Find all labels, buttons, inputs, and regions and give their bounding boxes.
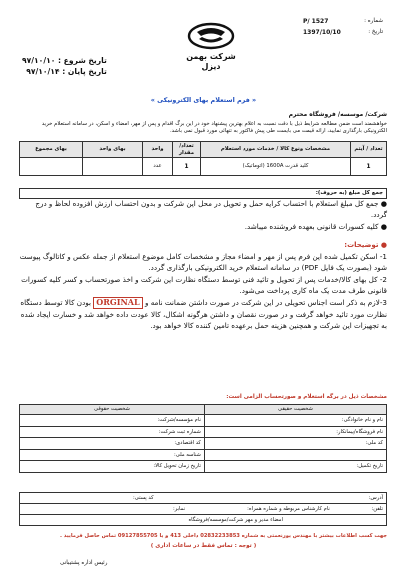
contact-info: جهت کسب اطلاعات بیشتر با مهندس یورنعمتی به شماره 02832233853 داخلی 413 و یا 09127855705 تماس حاصل فرمایید . <box>60 533 387 539</box>
table-row <box>20 449 387 461</box>
contact-person-label: نام کارشناس مربوطه و شماره همراه: <box>247 505 330 512</box>
condition-item: ● کلیه کسورات قانونی بعهده فروشنده میباشد. <box>244 222 387 232</box>
items-table-wrap <box>19 141 387 176</box>
field-delivery-date[interactable]: تاریخ زمان تحویل کالا: <box>20 461 205 473</box>
signature-title: رئیس اداره پشتیبانی <box>60 560 108 566</box>
col-qty: تعداد/ مقدار <box>173 142 201 158</box>
items-table <box>19 141 387 176</box>
table-row <box>20 515 387 526</box>
table-row <box>20 158 387 176</box>
field-company-name[interactable]: نام مؤسسه/شرکت: <box>20 415 205 427</box>
table-row <box>20 426 387 438</box>
field-national-id[interactable]: شناسه ملی: <box>20 449 205 461</box>
col-item: تعداد / آیتم <box>351 142 387 158</box>
number-label: شماره : <box>364 18 383 24</box>
table-row <box>20 493 387 504</box>
field-empty[interactable] <box>204 449 386 461</box>
date-label: تاریخ : <box>368 28 383 35</box>
field-address[interactable] <box>20 493 387 504</box>
note-item: 2- کل بهای کالا/خدمات پس از تحویل و تائید فنی توسط دستگاه نظارت این شرکت و اخذ صورتحساب و کسر کلیه کسورات قانونی طرف مدت یک ماه کاری پرداخت می‌شود. <box>21 275 387 296</box>
inquiry-dates <box>22 56 107 79</box>
table-row <box>20 504 387 515</box>
cell-unit-price[interactable] <box>83 158 143 176</box>
cell-qty: 1 <box>173 158 201 176</box>
company-logo <box>178 22 244 72</box>
condition-item: ● جمع کل مبلغ استعلام با احتساب کرایه حمل و تحویل در محل این شرکت و بدون احتساب ارزش افزوده لحاظ و درج گردد. <box>35 199 387 220</box>
condition-text: جمع کل مبلغ استعلام با احتساب کرایه حمل و تحویل در محل این شرکت و بدون احتساب ارزش افزوده لحاظ و درج گردد. <box>35 199 387 220</box>
notes-heading-text: توضیحات: <box>344 241 379 249</box>
required-info-table <box>19 404 387 473</box>
col-legal-person: شخصیت حقوقی <box>20 405 205 415</box>
end-date: تاریخ پایان : ۹۷/۱۰/۱۴ <box>26 67 107 77</box>
original-badge: ORGINAL <box>93 297 142 309</box>
required-info-title: مشخصات ذیل در برگه استعلام و صورتحساب الزامی است: <box>226 394 387 400</box>
table-row <box>20 461 387 473</box>
note-item: 1- اسکن تکمیل شده این فرم پس از مهر و امضاء مجاز و مشخصات کامل موضوع استعلام از جمله عکس و کاتالوگ پیوست شود (بصورت یک فایل PDF) در سامانه استعلام خرید الکترونیکی بارگذاری گردد. <box>19 251 387 272</box>
field-phone[interactable] <box>20 504 387 515</box>
col-total-price: بهای مجموع <box>20 142 83 158</box>
notes-section <box>19 241 387 332</box>
note-3-start: 3-لازم به ذکر است اجناس تحویلی در این شرکت در صورت داشتن ضمانت نامه و <box>144 298 387 308</box>
field-registration-number[interactable]: شماره ثبت شرکت: <box>20 426 205 438</box>
cell-item: 1 <box>351 158 387 176</box>
col-unit: واحد <box>143 142 173 158</box>
table-row <box>20 415 387 427</box>
cell-description: کلید قدرت 1600A (اتوماتیک) <box>201 158 351 176</box>
note-3-end: بودن کالا توسط <box>43 298 91 308</box>
intro-body: خواهشمند است ضمن مطالعه شرایط ذیل با دقت نسبت به اعلام بهترین پیشنهاد خود در این برگ اقدام و پس از مهر، امضاء و اسکن، در سامانه استعلام خرید الکترونیکی بارگذاری نمایید، ارائه قیمت می بایست طی پیش فاکتور به تنهائی مورد قبول نمی باشد. <box>41 120 387 135</box>
company-name: شرکت بهمن دیزل <box>186 52 236 71</box>
field-shop-name[interactable]: نام فروشگاه/پیمانکار: <box>204 426 386 438</box>
fax-label: نمابر: <box>173 505 186 512</box>
address-wrap <box>19 492 387 526</box>
note-item <box>19 297 387 331</box>
col-description: مشخصات ونوع کالا / خدمات مورد استعلام <box>201 142 351 158</box>
address-label: آدرس: <box>368 494 383 501</box>
phone-label: تلفن: <box>371 505 383 512</box>
field-economic-code[interactable]: کد اقتصادی: <box>20 438 205 450</box>
sign-label: امضاء مدیر و مهر شرکت/موسسه/فروشگاه <box>188 516 283 523</box>
document-meta <box>303 18 383 39</box>
field-signature[interactable] <box>20 515 387 526</box>
cell-unit: عدد <box>143 158 173 176</box>
col-unit-price: بهای واحد <box>83 142 143 158</box>
start-date: تاریخ شروع : ۹۷/۱۰/۱۰ <box>22 56 107 65</box>
required-info-wrap <box>19 404 387 473</box>
conditions-list <box>19 198 387 233</box>
intro-section <box>19 111 387 136</box>
number-value: P/ 1527 <box>303 18 329 25</box>
field-national-code[interactable]: کد ملی: <box>204 438 386 450</box>
notes-heading: ● توضیحات: <box>344 241 387 249</box>
field-completion-date[interactable]: تاریخ تکمیل: <box>204 461 386 473</box>
bahman-logo-icon <box>187 22 235 50</box>
sum-in-words[interactable]: جمع کل مبلغ (به حروف): <box>19 188 387 199</box>
address-table <box>19 492 387 526</box>
intro-heading: شرکت/ موسسه/ فروشگاه محترم <box>288 111 387 118</box>
col-natural-person: شخصیت حقیقی <box>204 405 386 415</box>
date-value: 1397/10/10 <box>303 28 341 36</box>
field-full-name[interactable]: نام و نام خانوادگی: <box>204 415 386 427</box>
office-hours-notice: ( توجه : تماس فقط در ساعات اداری ) <box>150 543 257 549</box>
postal-code-label: کد پستی: <box>133 494 154 501</box>
condition-text: کلیه کسورات قانونی بعهده فروشنده میباشد. <box>244 222 379 232</box>
note-3-rest: دستگاه نظارت مورد تائید خواهد گرفت و در صورت نقصان و داشتن هرگونه اشکال، کالا عودت داده خواهد شد و خسارت ایجاد شده به تجهیزات این شرکت و همچنین هزینه حمل برعهده تامین کننده کالا خواهد بود. <box>20 298 387 331</box>
cell-total-price[interactable] <box>20 158 83 176</box>
form-title: « فرم استعلام بهای الکترونیکی » <box>150 96 257 104</box>
table-row <box>20 438 387 450</box>
